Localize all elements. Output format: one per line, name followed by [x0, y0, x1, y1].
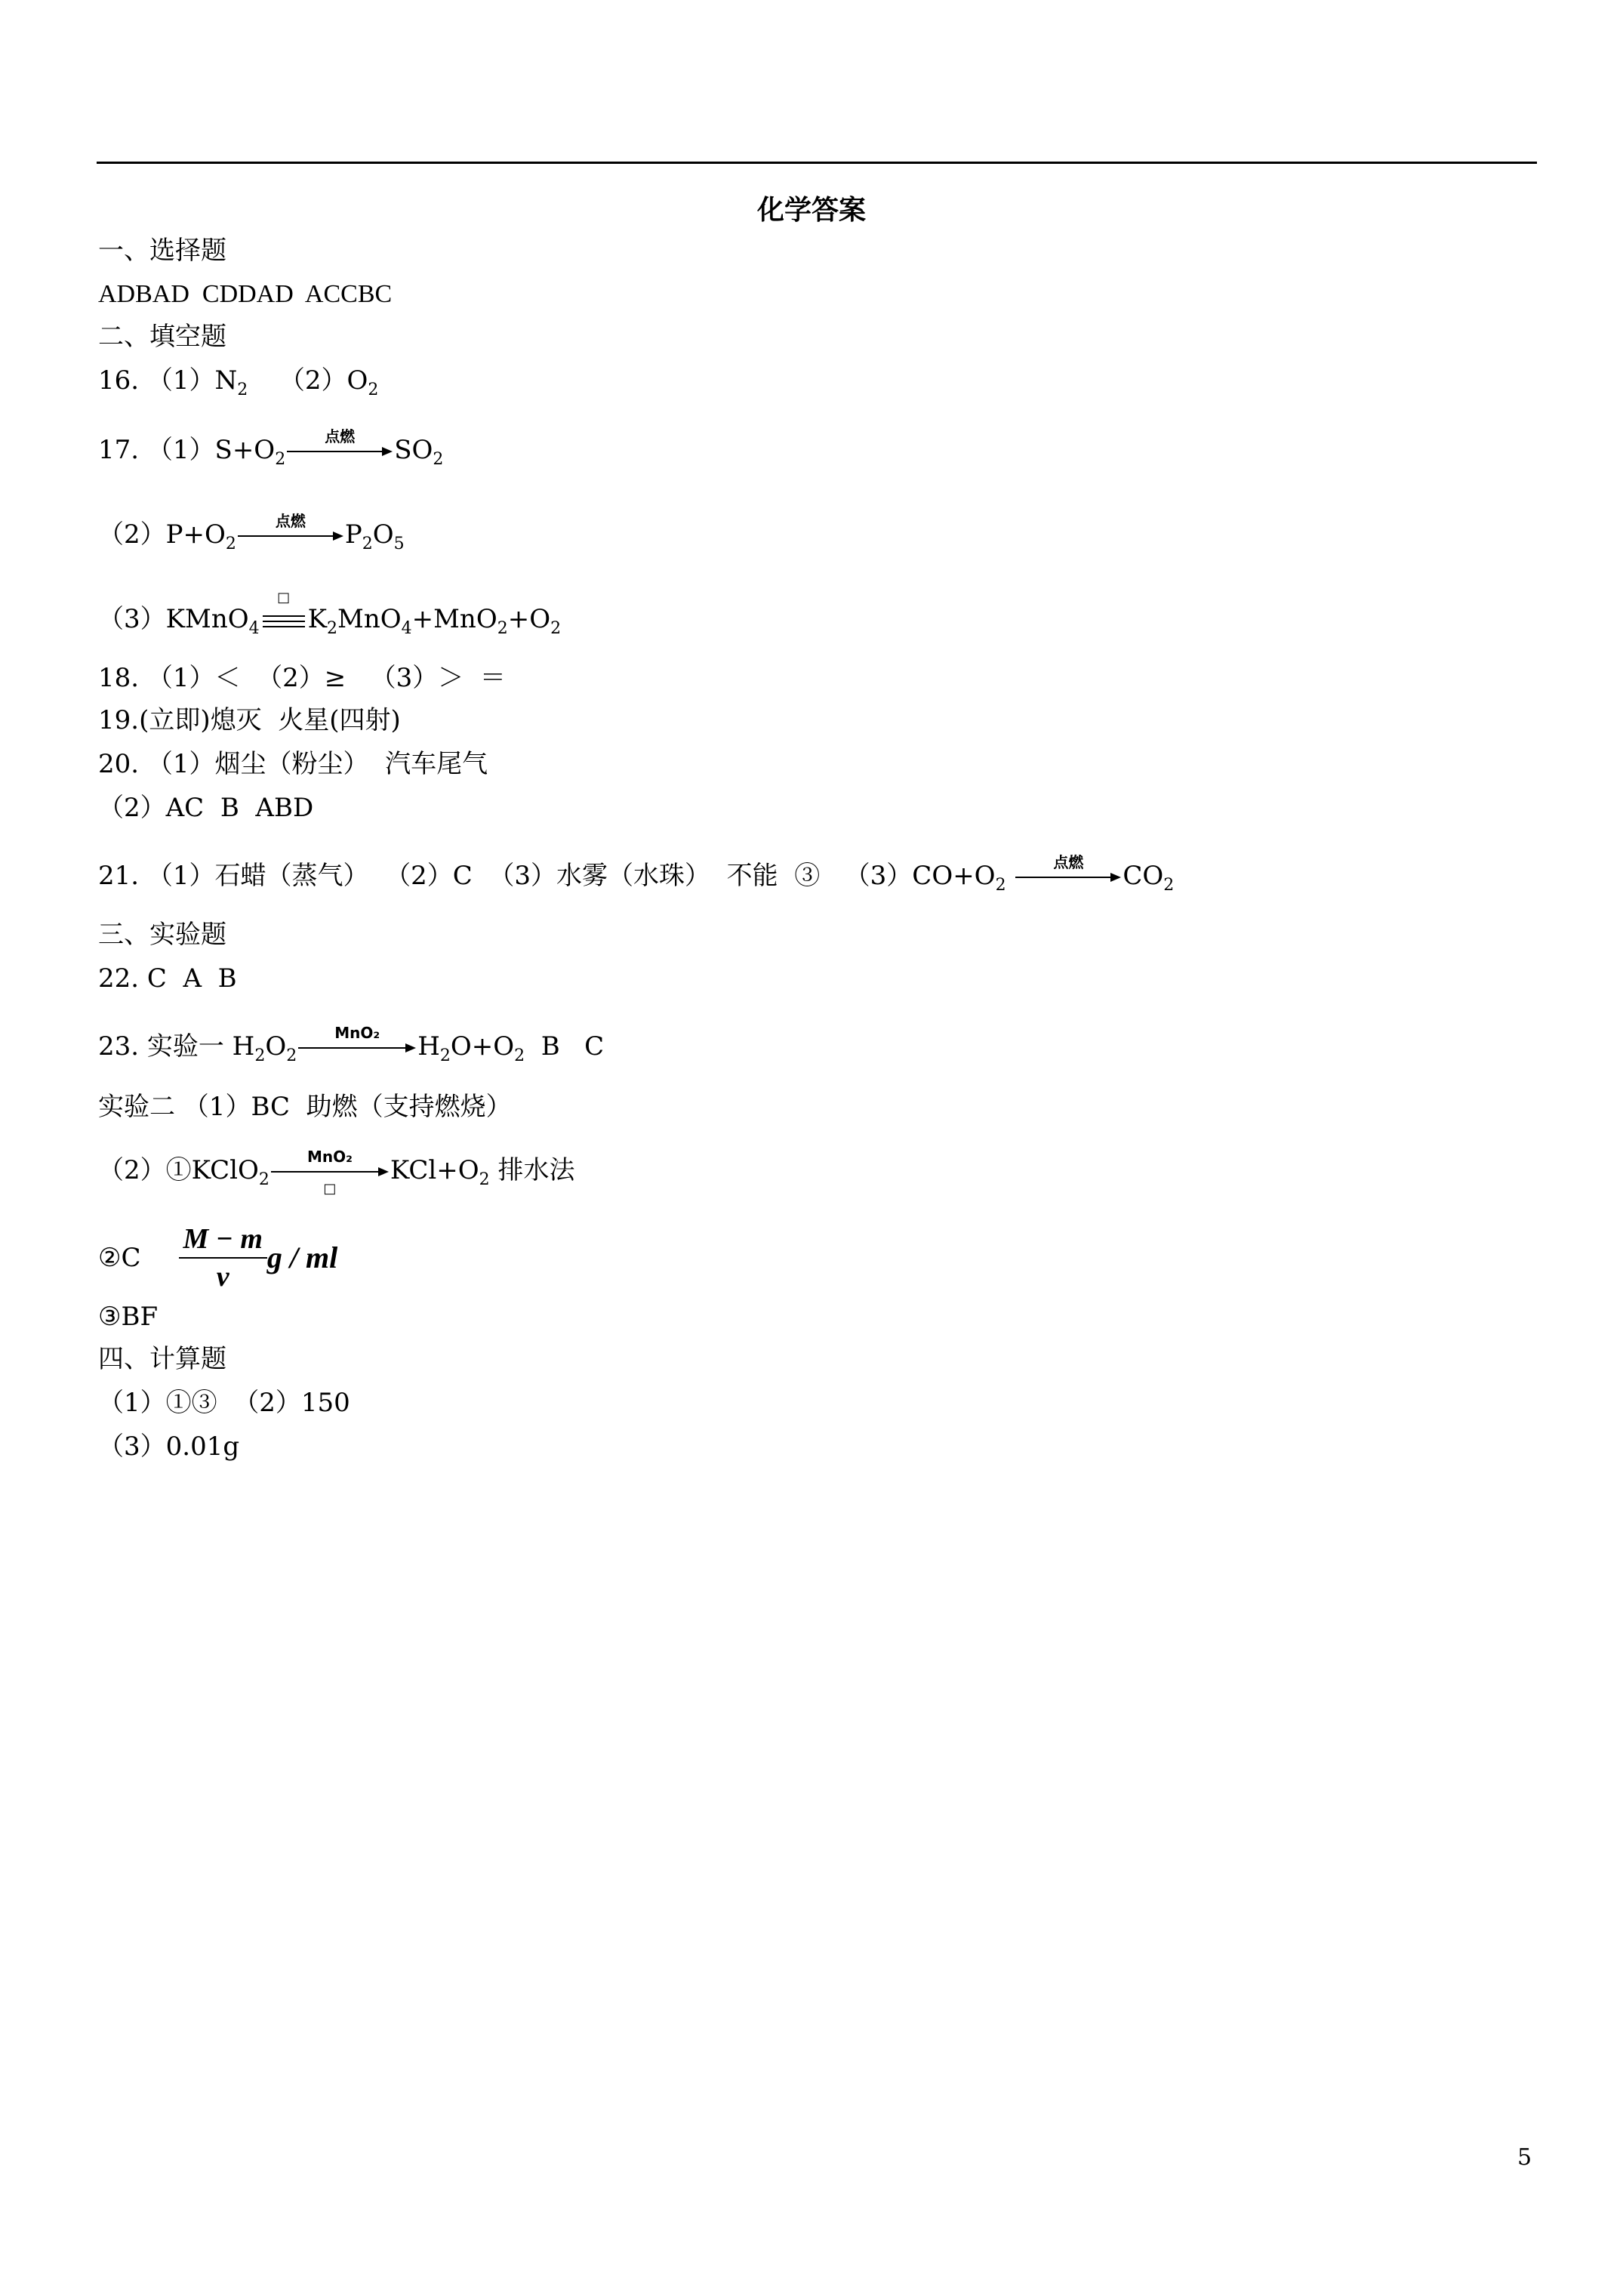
choice-answers: ADBAD CDDAD ACCBC: [98, 280, 393, 308]
page-number: 5: [1517, 2144, 1532, 2171]
answer-17-2: $(2)P+O_2$ 点燃 $P_2O_5$: [98, 512, 405, 553]
answer-18: 18. （1）＜ （2）≥ （3）＞ ＝: [98, 663, 506, 693]
reaction-arrow: 点燃: [287, 445, 393, 458]
answer-23-3: （2）①KClO$_2$ MnO₂ □ $KCl+O_2$ 排水法: [98, 1148, 575, 1197]
answer-17-3: （3）KMnO$_4$ □ $K_2MnO_4+MnO_2+O_2$: [98, 590, 562, 638]
section-heading-choice: 一、选择题: [98, 236, 226, 266]
answer-23-2: 实验二 （1）BC 助燃（支持燃烧）: [98, 1092, 512, 1122]
answer-23-4: ②C $\frac{M - m}{v}$ g / ml: [98, 1219, 337, 1296]
page-title: 化学答案: [756, 195, 866, 226]
answer-22: 22. C A B: [98, 963, 237, 994]
answer-23-1: 23. 实验一 $H_2O_2$ MnO₂ $H_2O+O_2$ B C: [98, 1024, 605, 1065]
answer-23-5: ③BF: [98, 1302, 159, 1332]
answer-16: 16. $(1)N_2$ $(2)O_2$: [98, 365, 379, 399]
reaction-equals: □: [277, 590, 291, 606]
answer-20-2: （2）AC B ABD: [98, 793, 314, 823]
reaction-arrow: 点燃: [1015, 871, 1121, 883]
section-heading-calc: 四、计算题: [98, 1344, 226, 1374]
header-rule: [97, 162, 1537, 164]
reaction-arrow: MnO₂: [298, 1042, 416, 1054]
calc-answer-2: （3）0.01g: [98, 1432, 240, 1462]
answer-21: 21. （1）石蜡（蒸气） （2）C （3）水雾（水珠） 不能 ③ $(3)CO+O_2$ 点燃 $CO_2$: [98, 853, 1175, 895]
answer-19: 19.(立即)熄灭 火星(四射): [98, 705, 401, 735]
section-heading-experiment: 三、实验题: [98, 920, 226, 950]
reaction-arrow: 点燃: [238, 530, 343, 542]
answer-17-1: 17. $(1)S+O_2$ 点燃 $SO_2$: [98, 427, 444, 469]
calc-answer-1: （1）①③ （2）150: [98, 1388, 350, 1418]
section-heading-fill: 二、填空题: [98, 322, 226, 352]
reaction-arrow: MnO₂ □: [271, 1166, 389, 1178]
answer-20-1: 20. （1）烟尘（粉尘） 汽车尾气: [98, 749, 488, 779]
density-fraction: $\frac{M - m}{v}$: [179, 1221, 267, 1295]
